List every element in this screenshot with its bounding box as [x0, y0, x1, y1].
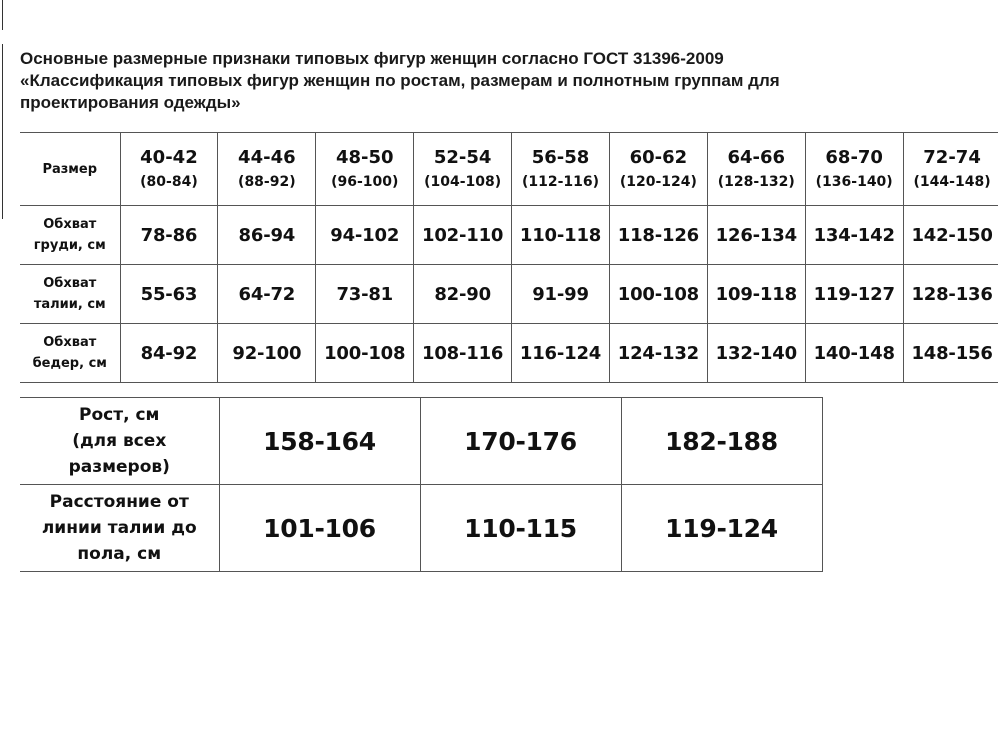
row-label-line: Обхват: [43, 335, 97, 350]
size-bust-range: (136-140): [815, 174, 893, 190]
size-bust-range: (128-132): [717, 174, 795, 190]
title-line-3: проектирования одежды»: [20, 93, 241, 112]
size-bust-range: (144-148): [913, 174, 991, 190]
row-label-line: груди, см: [33, 238, 106, 253]
document-title: [20, 48, 980, 114]
size-header-cell: [120, 133, 218, 206]
size-header-cell: [903, 133, 998, 206]
size-header-cell: [316, 133, 414, 206]
size-header-cell: [218, 133, 316, 206]
table-cell: 126-134: [707, 206, 805, 265]
left-edge-line: [2, 44, 3, 219]
size-bust-range: (120-124): [619, 174, 697, 190]
hips-row: [20, 324, 998, 383]
table-cell: 94-102: [316, 206, 414, 265]
table-cell: 119-127: [805, 265, 903, 324]
row-label: [20, 324, 120, 383]
row-label-line: пола, см: [77, 544, 162, 564]
row-label-line: размеров): [68, 457, 170, 477]
size-table: [20, 132, 998, 383]
size-value: 68-70: [825, 147, 883, 168]
table-cell: 91-99: [512, 265, 610, 324]
height-table: [20, 397, 823, 572]
table-cell: 109-118: [707, 265, 805, 324]
size-value: 48-50: [335, 147, 394, 168]
table-cell: 140-148: [805, 324, 903, 383]
row-label-line: бедер, см: [32, 356, 107, 371]
title-line-1: Основные размерные признаки типовых фигур женщин согласно ГОСТ 31396-2009: [20, 49, 724, 68]
table-cell: 110-118: [512, 206, 610, 265]
row-label: [20, 398, 219, 485]
row-label: [20, 206, 120, 265]
row-label-line: линии талии до: [41, 518, 197, 538]
size-value: 64-66: [727, 147, 786, 168]
size-value: 52-54: [433, 147, 492, 168]
size-value: 44-46: [238, 147, 296, 168]
row-label: [20, 485, 219, 572]
table-cell: 128-136: [903, 265, 998, 324]
table-cell: 148-156: [903, 324, 998, 383]
waist-row: [20, 265, 998, 324]
size-bust-range: (96-100): [331, 174, 399, 190]
size-value: 40-42: [140, 147, 198, 168]
height-row: [20, 398, 822, 485]
table-cell: 102-110: [414, 206, 512, 265]
table-cell: 108-116: [414, 324, 512, 383]
table-cell: 142-150: [903, 206, 998, 265]
size-value: 72-74: [923, 147, 981, 168]
row-label-line: (для всех: [72, 431, 167, 451]
waist-to-floor-row: [20, 485, 822, 572]
table-cell: 73-81: [316, 265, 414, 324]
table-cell: 100-108: [316, 324, 414, 383]
row-label-line: Обхват: [43, 276, 97, 291]
table-cell: 182-188: [621, 398, 822, 485]
size-header-cell: [609, 133, 707, 206]
row-label-line: талии, см: [33, 297, 106, 312]
row-label: [20, 265, 120, 324]
title-line-2: «Классификация типовых фигур женщин по ростам, размерам и полнотным группам для: [20, 71, 780, 90]
table-cell: 116-124: [512, 324, 610, 383]
table-cell: 118-126: [609, 206, 707, 265]
size-bust-range: (80-84): [140, 174, 198, 190]
table-cell: 158-164: [219, 398, 420, 485]
table-cell: 119-124: [621, 485, 822, 572]
table-cell: 134-142: [805, 206, 903, 265]
table-cell: 86-94: [218, 206, 316, 265]
size-bust-range: (104-108): [424, 174, 502, 190]
size-header-cell: [512, 133, 610, 206]
row-label-line: Обхват: [43, 217, 97, 232]
table-cell: 101-106: [219, 485, 420, 572]
bust-row: [20, 206, 998, 265]
size-bust-range: (112-116): [521, 174, 600, 190]
row-label-line: Расстояние от: [49, 492, 189, 512]
size-header-cell: [414, 133, 512, 206]
table-cell: 110-115: [420, 485, 621, 572]
table-cell: 78-86: [120, 206, 218, 265]
table-cell: 132-140: [707, 324, 805, 383]
size-header-row: [20, 133, 998, 206]
table-cell: 170-176: [420, 398, 621, 485]
table-cell: 100-108: [609, 265, 707, 324]
table-cell: 82-90: [414, 265, 512, 324]
table-cell: 124-132: [609, 324, 707, 383]
size-bust-range: (88-92): [238, 174, 296, 190]
size-header-cell: [707, 133, 805, 206]
table-cell: 84-92: [120, 324, 218, 383]
size-value: 60-62: [629, 147, 688, 168]
table-cell: 92-100: [218, 324, 316, 383]
table-cell: 64-72: [218, 265, 316, 324]
size-header-cell: [805, 133, 903, 206]
table-cell: 55-63: [120, 265, 218, 324]
row-label-line: Рост, см: [79, 405, 160, 425]
size-value: 56-58: [531, 147, 590, 168]
left-edge-line-top: [2, 0, 3, 30]
size-header-label: Размер: [20, 133, 120, 206]
